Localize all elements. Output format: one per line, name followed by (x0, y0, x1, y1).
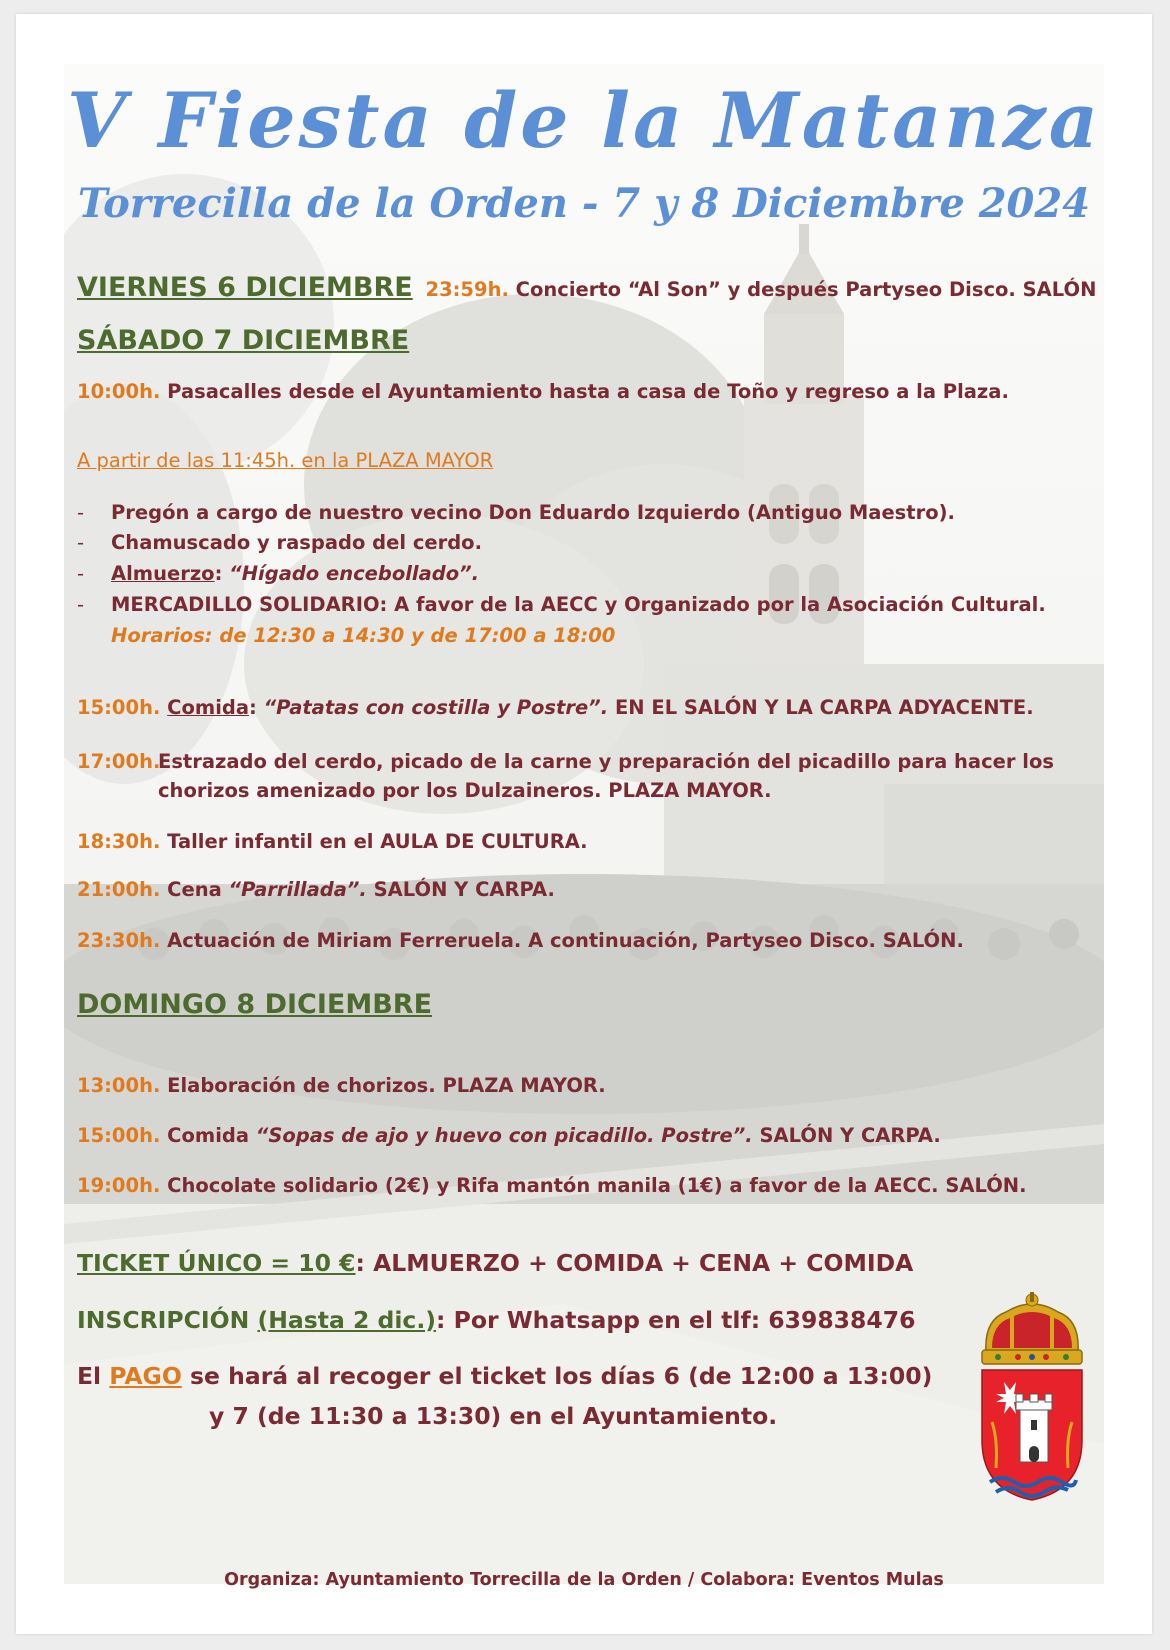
event-time: 13:00h. (77, 1074, 161, 1097)
event-text: SALÓN Y CARPA. (752, 1124, 941, 1147)
plaza-heading: A partir de las 11:45h. en la PLAZA MAYOR (77, 449, 494, 472)
bullet-dash: - (77, 531, 85, 554)
event-text: SALÓN Y CARPA. (366, 878, 555, 901)
sunday-event-1 (77, 1074, 606, 1097)
event-title: V Fiesta de la Matanza (66, 76, 1102, 165)
comida-menu: “Patatas con costilla y Postre”. (263, 696, 609, 719)
colon: : (355, 1249, 374, 1277)
event-time: 15:00h. (77, 1124, 161, 1147)
friday-text: Concierto “Al Son” y después Partyseo Disco. SALÓN (515, 278, 1097, 301)
colon: : (249, 696, 264, 719)
inscription-text: Por Whatsapp en el tlf: 639838476 (453, 1306, 916, 1334)
saturday-event-2 (77, 696, 1034, 719)
payment-block (77, 1362, 932, 1430)
saturday-heading: SÁBADO 7 DICIEMBRE (77, 325, 410, 356)
market-hours: Horarios: de 12:30 a 14:30 y de 17:00 a 18:00 (111, 624, 616, 647)
saturday-event-6 (77, 929, 964, 952)
payment-pre: El (77, 1362, 110, 1390)
bullet-text: Chamuscado y raspado del cerdo. (111, 531, 482, 554)
coat-of-arms-icon (976, 1290, 1088, 1514)
event-time: 19:00h. (77, 1174, 161, 1197)
event-subtitle: Torrecilla de la Orden - 7 y 8 Diciembre 2024 (77, 180, 1091, 227)
ticket-line (77, 1249, 913, 1277)
ticket-label: TICKET ÚNICO = 10 € (77, 1249, 356, 1277)
inscription-label: INSCRIPCIÓN (77, 1306, 258, 1334)
event-text: Taller infantil en el AULA DE CULTURA. (167, 830, 588, 853)
friday-line (77, 272, 1096, 303)
sunday-event-3 (77, 1174, 1027, 1197)
bullet-item (77, 593, 1046, 616)
event-text: Chocolate solidario (2€) y Rifa mantón manila (1€) a favor de la AECC. SALÓN. (167, 1174, 1027, 1197)
colon: : (436, 1306, 454, 1334)
saturday-event-3 (77, 750, 1054, 802)
inscription-line (77, 1306, 915, 1334)
bullet-text: Pregón a cargo de nuestro vecino Don Eduardo Izquierdo (Antiguo Maestro). (111, 501, 955, 524)
poster (16, 14, 1152, 1634)
almuerzo-menu: “Hígado encebollado”. (229, 562, 480, 585)
bullet-dash: - (77, 501, 85, 524)
saturday-heading-row (77, 325, 409, 356)
sunday-heading: DOMINGO 8 DICIEMBRE (77, 989, 433, 1020)
event-text: Cena (167, 878, 229, 901)
event-time: 17:00h. (77, 750, 161, 773)
cena-menu: “Parrillada”. (228, 878, 367, 901)
bullet-text: MERCADILLO SOLIDARIO: A favor de la AECC y Organizado por la Asociación Cultural. (111, 593, 1046, 616)
event-time: 15:00h. (77, 696, 161, 719)
ticket-text: ALMUERZO + COMIDA + CENA + COMIDA (373, 1249, 914, 1277)
bullet-dash: - (77, 593, 85, 616)
almuerzo-label: Almuerzo (111, 562, 215, 585)
saturday-event-1 (77, 380, 1009, 403)
payment-word: PAGO (109, 1362, 182, 1390)
event-time: 23:30h. (77, 929, 161, 952)
comida-label: Comida (167, 696, 249, 719)
event-text: Comida (167, 1124, 256, 1147)
event-time: 21:00h. (77, 878, 161, 901)
payment-text-1: se hará al recoger el ticket los días 6 (de 12:00 a 13:00) (181, 1362, 933, 1390)
bullet-dash: - (77, 562, 85, 585)
saturday-event-4 (77, 830, 588, 853)
sunday-heading-row (77, 989, 432, 1020)
plaza-heading-row (77, 449, 493, 472)
event-text: EN EL SALÓN Y LA CARPA ADYACENTE. (608, 696, 1034, 719)
colon: : (214, 562, 230, 585)
bullet-item (77, 562, 479, 585)
footer-credits: Organiza: Ayuntamiento Torrecilla de la Orden / Colabora: Eventos Mulas (224, 1570, 944, 1590)
event-text: Elaboración de chorizos. PLAZA MAYOR. (167, 1074, 606, 1097)
sunday-menu: “Sopas de ajo y huevo con picadillo. Postre”. (255, 1124, 753, 1147)
saturday-event-5 (77, 878, 555, 901)
event-text: Pasacalles desde el Ayuntamiento hasta a casa de Toño y regreso a la Plaza. (167, 380, 1009, 403)
event-time: 10:00h. (77, 380, 161, 403)
event-time: 18:30h. (77, 830, 161, 853)
event-text: Actuación de Miriam Ferreruela. A continuación, Partyseo Disco. SALÓN. (167, 929, 964, 952)
friday-time: 23:59h. (425, 278, 509, 301)
inscription-deadline: (Hasta 2 dic.) (257, 1306, 437, 1334)
market-hours-row (111, 624, 615, 647)
friday-heading: VIERNES 6 DICIEMBRE (77, 272, 413, 303)
sunday-event-2 (77, 1124, 941, 1147)
bullet-item (77, 501, 955, 524)
payment-text-2: y 7 (de 11:30 a 13:30) en el Ayuntamiento. (209, 1402, 778, 1430)
event-text-line-1: Estrazado del cerdo, picado de la carne y preparación del picadillo para hacer los (158, 750, 1054, 773)
event-text-line-2: chorizos amenizado por los Dulzaineros. PLAZA MAYOR. (158, 779, 772, 802)
bullet-item (77, 531, 482, 554)
